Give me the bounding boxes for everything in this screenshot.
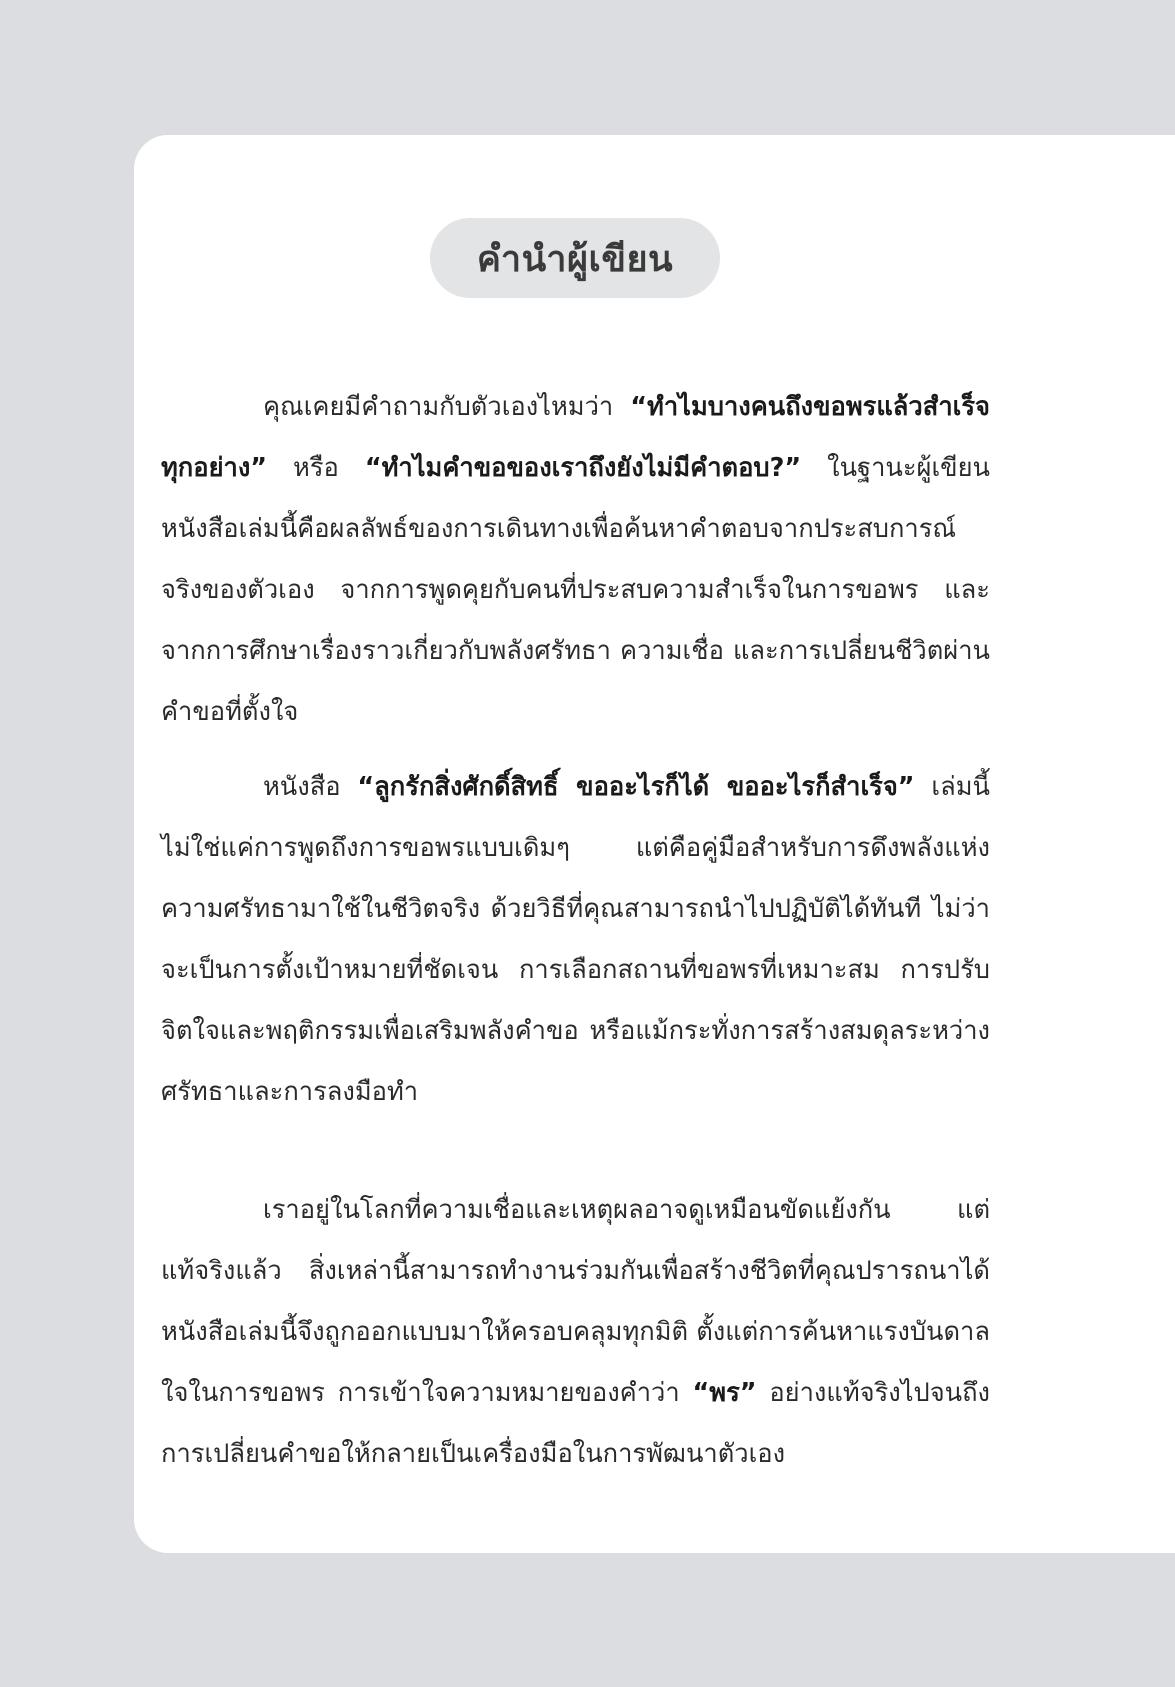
paragraph-1-text: ในฐานะผู้เขียน หนังสือเล่มนี้คือผลลัพธ์ของการเดินทางเพื่อค้นหาคำตอบจากประสบการณ์จริงของตัวเอง จากการพูดคุยกับคนที่ประสบความสำเร็จในการขอพร และจากการศึกษาเรื่องราวเกี่ยวกับพลังศรัทธา ความเชื่อ และการเปลี่ยนชีวิตผ่านคำขอที่ตั้งใจ [161,453,990,727]
paragraph-3-text: เราอยู่ในโลกที่ความเชื่อและเหตุผลอาจดูเหมือนขัดแย้งกัน แต่แท้จริงแล้ว สิ่งเหล่านี้สามารถทำงานร่วมกันเพื่อสร้างชีวิตที่คุณปรารถนาได้ หนังสือเล่มนี้จึงถูกออกแบบมาให้ครอบคลุมทุกมิติ ตั้งแต่การค้นหาแรงบันดาลใจในการขอพร การเข้าใจความหมายของคำว่า [161,1195,990,1408]
paragraph-2 [161,757,990,1123]
paragraph-1-bold-question-2: “ทำไมคำขอของเราถึงยังไม่มีคำตอบ?” [364,453,802,483]
paragraph-2-text: เล่มนี้ไม่ใช่แค่การพูดถึงการขอพรแบบเดิมๆ แต่คือคู่มือสำหรับการดึงพลังแห่งความศรัทธามาใช้ในชีวิตจริง ด้วยวิธีที่คุณสามารถนำไปปฏิบัติได้ทันที ไม่ว่าจะเป็นการตั้งเป้าหมายที่ชัดเจน การเลือกสถานที่ขอพรที่เหมาะสม การปรับจิตใจและพฤติกรรมเพื่อเสริมพลังคำขอ หรือแม้กระทั่งการสร้างสมดุลระหว่างศรัทธาและการลงมือทำ [161,772,990,1107]
paragraph-3 [161,1180,990,1485]
paragraph-1-text: คุณเคยมีคำถามกับตัวเองไหมว่า [263,392,631,422]
paragraph-2-book-title: “ลูกรักสิ่งศักดิ์สิทธิ์ ขออะไรก็ได้ ขออะไรก็สำเร็จ” [357,772,915,802]
paragraph-3-bold-term: “พร” [692,1378,757,1408]
paragraph-1-text: หรือ [267,453,365,483]
paragraph-3-text: อย่างแท้จริงไปจนถึงการเปลี่ยนคำขอให้กลายเป็นเครื่องมือในการพัฒนาตัวเอง [161,1378,990,1469]
paragraph-1-bold-question-1: “ทำไมบางคนถึงขอพรแล้วสำเร็จทุกอย่าง” [161,392,990,483]
paragraph-1 [161,377,990,743]
page-title: คำนำผู้เขียน [476,238,674,280]
title-badge [430,218,720,298]
paragraph-2-text: หนังสือ [263,772,358,802]
